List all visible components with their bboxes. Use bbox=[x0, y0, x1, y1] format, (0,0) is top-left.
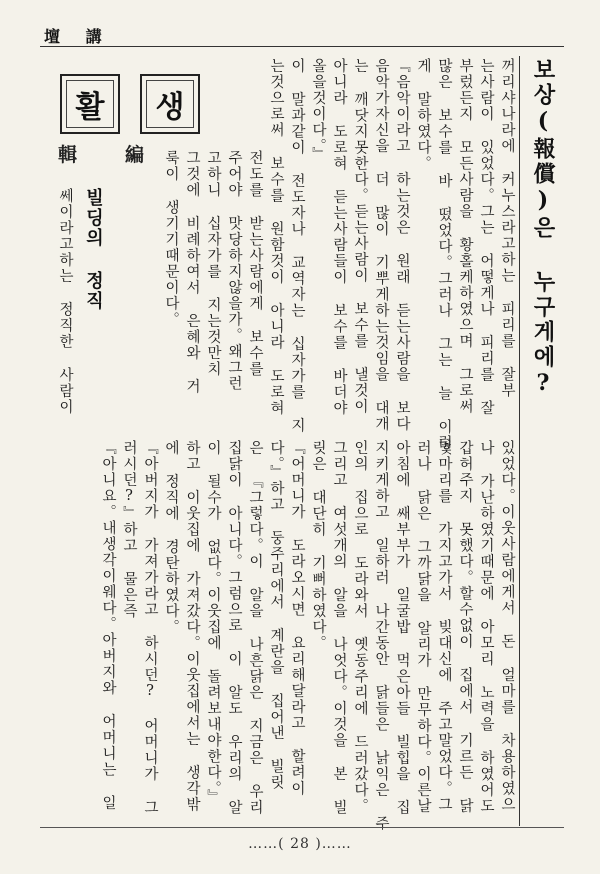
text-column: 나 가난하였기때문에 아모리 노력을 하였어도 bbox=[478, 440, 494, 814]
text-column: 몇마리를 가지고가서 빚대신에 주고말었다。그 bbox=[436, 440, 452, 813]
text-column: 『아니요。내생각이웨다。아버지와 어머니는 일 bbox=[100, 440, 116, 811]
text-column: 있었다。이웃사람에게서 돈 얼마를 차용하였으 bbox=[499, 440, 515, 813]
text-column: 올을것이다。』 bbox=[310, 58, 326, 163]
text-column: 집닭이 아니다。그럼으로 이 알도 우리의 알 bbox=[226, 440, 242, 816]
text-column: 지키게하고 일하러 나간동안 닭들은 낡익은 주 bbox=[373, 440, 389, 832]
text-column: 부렀든지 모든사람을 황홀케하였으며 그로써 bbox=[457, 58, 473, 415]
text-column: 『음악이라고 하는것은 원래 듣는사람을 보다 bbox=[394, 58, 410, 432]
text-column: 『아버지가 가져가라고 하시던? 어머니가 그 bbox=[142, 440, 158, 816]
text-column: 다。』하고 둥주리에서 계란을 집어낸 빌릿 bbox=[268, 440, 284, 791]
text-column: 이 될수가 없다。이웃집에 돌려보내야한다。』 bbox=[205, 440, 221, 806]
section-header: 壇 講 bbox=[44, 27, 112, 46]
text-column: 게 말하였다。 bbox=[415, 58, 431, 172]
text-column: 그것에 비례하여서 은혜와 거 bbox=[184, 150, 200, 395]
editorial-label: 輯編 bbox=[58, 144, 193, 166]
text-column: 러시던?』하고 물은즉 bbox=[121, 440, 137, 619]
text-column: 는것으로써 보수를 원함것이 아니라 도로혀 bbox=[268, 58, 284, 416]
text-column: 『어머니가 도라오시면 요리해달라고 할려이 bbox=[289, 440, 305, 797]
boxed-char-activity: 활 bbox=[60, 74, 120, 134]
text-column: 고하니 십자가를 지는것만치 bbox=[205, 150, 221, 377]
text-column: 음악가자신을 더 많이 기뿌게하는것임을 대개 bbox=[373, 58, 389, 432]
text-column: 갑허주지 못했다。할수없이 집에서 기르든 닭 bbox=[457, 440, 473, 814]
text-column: 아니라 도로혀 듣는사람들이 보수를 바더야 bbox=[331, 58, 347, 416]
text-column: 인의 집으로 도라와서 옛동주리에 드러갔다。 bbox=[352, 440, 368, 814]
text-column: 하고 이웃집에 가져갔다。이웃집에서는 생각밖 bbox=[184, 440, 200, 813]
footer-rule bbox=[40, 827, 564, 828]
article-title: 보상(報償)은 누구게에? bbox=[530, 58, 556, 399]
page-number: ……( 28 )…… bbox=[248, 836, 352, 852]
header-rule bbox=[40, 46, 564, 47]
text-column: 전도를 받는사람에게 보수를 bbox=[247, 150, 263, 377]
article-subtitle: 빌딩의 정직 bbox=[83, 188, 104, 311]
text-column: 주어야 맛당하지않을가。왜그런 bbox=[226, 150, 242, 392]
text-column: 는 깨닷지못한다。듣는사람이 보수를 낼것이 bbox=[352, 58, 368, 415]
text-column: 아침에 쌔부부가 일굴밥 먹은아들 빌힙을 집 bbox=[394, 440, 410, 816]
boxed-char-student: 생 bbox=[140, 74, 200, 134]
text-column: 꺼리샤나라에 커누스라고하는 피리를 잘부 bbox=[499, 58, 515, 399]
text-column: 룩이 생기기때문이다。 bbox=[163, 150, 179, 328]
title-divider bbox=[519, 56, 520, 826]
text-column: 그리고 여섯개의 알을 나엇다。이것을 본 빌 bbox=[331, 440, 347, 816]
text-column: 에 정직에 경탄하였다。 bbox=[163, 440, 179, 635]
text-column: 많은 보수를 바 떴었다。그러나 그는 늘 이렇 bbox=[436, 58, 452, 451]
text-column: 쎄이라고하는 정직한 사람이 bbox=[57, 188, 73, 415]
text-column: 러나 닭은 그까닭을 알리가 만무하다。이른날 bbox=[415, 440, 431, 814]
text-column: 릿은 대단히 기뻐하였다。 bbox=[310, 440, 326, 651]
text-column: 은 『그렇다。이 알을 나흔닭은 지금은 우리 bbox=[247, 440, 263, 816]
text-column: 이 말과같이 전도자나 교역자는 십자가를 지 bbox=[289, 58, 305, 434]
text-column: 는사람이 있었다。그는 어떻게나 피리를 잘 bbox=[478, 58, 494, 416]
